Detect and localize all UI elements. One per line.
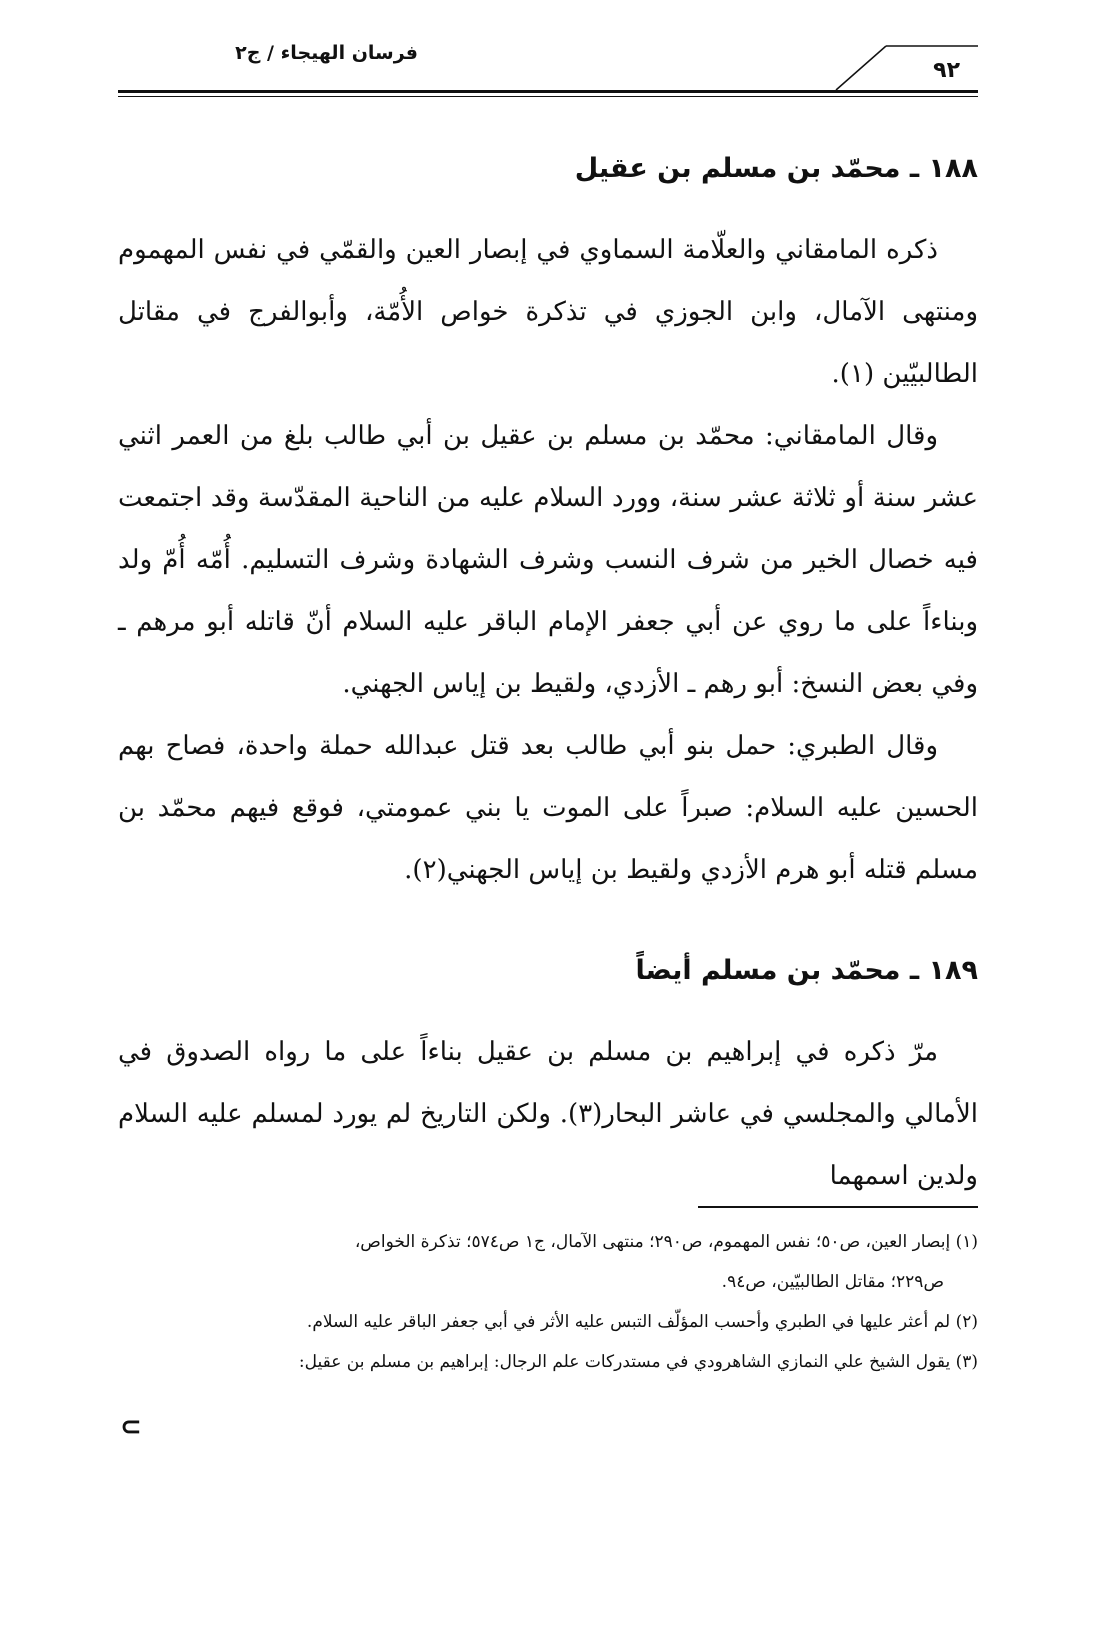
footnote-continuation: ص٢٢٩؛ مقاتل الطالبيّين، ص٩٤. (721, 1272, 944, 1292)
footnote-text: (٣) يقول الشيخ علي النمازي الشاهرودي في مستدركات علم الرجال: إبراهيم بن مسلم بن عقيل: (298, 1352, 978, 1372)
paragraph: مرّ ذكره في إبراهيم بن مسلم بن عقيل بناءاً على ما رواه الصدوق في الأمالي والمجلسي في عاشر البحار(٣). ولكن التاريخ لم يورد لمسلم عليه السلام ولدين اسمهما (118, 1037, 978, 1191)
footnotes (118, 1222, 978, 1382)
page-number: ٩٢ (933, 58, 960, 83)
continuation-mark: ⊂ (120, 1412, 142, 1442)
paragraph: وقال المامقاني: محمّد بن مسلم بن عقيل بن أبي طالب بلغ من العمر اثني عشر سنة أو ثلاثة عشر سنة، وورد السلام عليه من الناحية المقدّسة وقد اجتمعت فيه خصال الخير من شرف النسب وشرف الشهادة وشرف التسليم. أُمّه أُمّ ولد وبناءاً على ما روي عن أبي جعفر الإمام الباقر عليه السلام أنّ قاتله أبو مرهم ـ وفي بعض النسخ: أبو رهم ـ الأزدي، ولقيط بن إياس الجهني. (118, 421, 978, 699)
page-header (118, 38, 978, 98)
header-rule-thin (118, 96, 978, 97)
header-rule-thick (118, 90, 978, 93)
main-text (118, 145, 978, 1207)
paragraph: ذكره المامقاني والعلّامة السماوي في إبصار العين والقمّي في نفس المهموم ومنتهى الآمال، وابن الجوزي في تذكرة خواص الأُمّة، وأبوالفرج في مقاتل الطالبيّين (١). (118, 235, 978, 389)
section-heading: ١٨٨ ـ محمّد بن مسلم بن عقيل (574, 153, 978, 184)
footnote (118, 1342, 978, 1382)
footnote-separator (698, 1206, 978, 1208)
footnote-text: (١) إبصار العين، ص٥٠؛ نفس المهموم، ص٢٩٠؛ منتهى الآمال، ج١ ص٥٧٤؛ تذكرة الخواص، (354, 1232, 978, 1252)
paragraph: وقال الطبري: حمل بنو أبي طالب بعد قتل عبدالله حملة واحدة، فصاح بهم الحسين عليه السلام: صبراً على الموت يا بني عمومتي، فوقع فيهم محمّد بن مسلم قتله أبو هرم الأزدي ولقيط بن إياس الجهني(٢). (118, 731, 978, 885)
footnote (118, 1302, 978, 1342)
section-heading: ١٨٩ ـ محمّد بن مسلم أيضاً (635, 955, 978, 986)
footnote-text: (٢) لم أعثر عليها في الطبري وأحسب المؤلّف التبس عليه الأثر في أبي جعفر الباقر عليه السلام. (306, 1312, 978, 1332)
section-gap (118, 901, 978, 947)
running-title: فرسان الهيجاء / ج٢ (235, 42, 418, 64)
footnote (118, 1222, 978, 1302)
